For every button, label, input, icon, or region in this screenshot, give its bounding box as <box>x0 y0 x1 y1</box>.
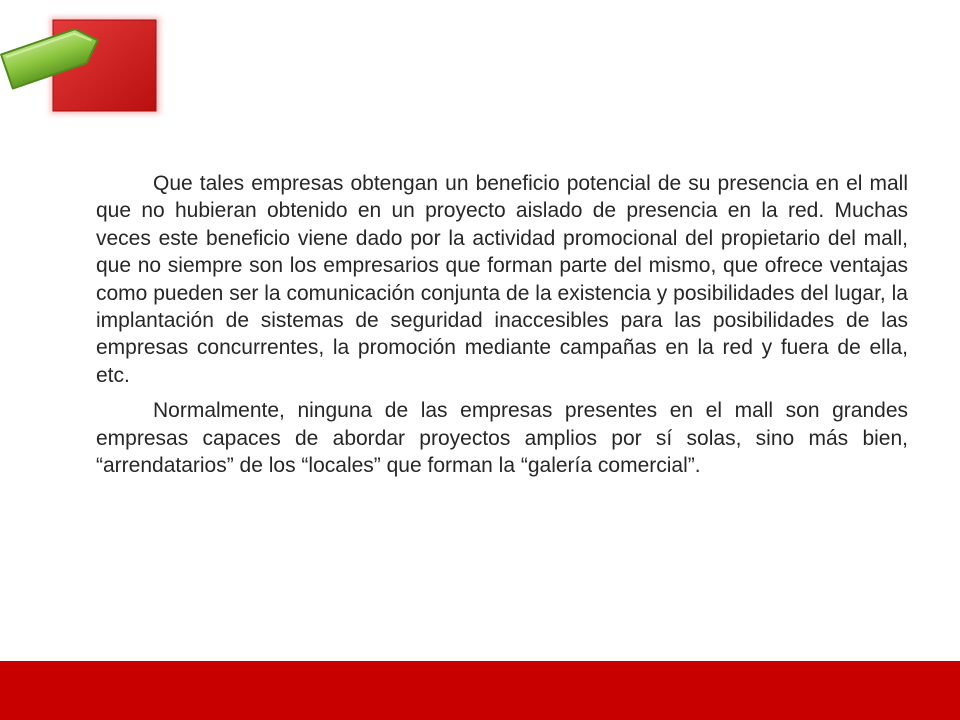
logo <box>0 0 170 125</box>
footer-bar <box>0 661 960 720</box>
paragraph-2: Normalmente, ninguna de las empresas presentes en el mall son grandes empresas capaces de abordar proyectos amplios por sí solas, sino más bien, “arrendatarios” de los “locales” que forman la “galería comercial”. <box>96 399 908 478</box>
paragraph-1: Que tales empresas obtengan un beneficio potencial de su presencia en el mall que no hubieran obtenido en un proyecto aislado de presencia en la red. Muchas veces este beneficio viene dado por la actividad promocional del propietario del mall, que no siempre son los empresarios que forman parte del mismo, que ofrece ventajas como pueden ser la comunicación conjunta de la existencia y posibilidades del lugar, la implantación de sistemas de seguridad inaccesibles para las posibilidades de las empresas concurrentes, la promoción mediante campañas en la red y fuera de ella, etc. <box>96 172 908 387</box>
body-text <box>96 170 908 479</box>
